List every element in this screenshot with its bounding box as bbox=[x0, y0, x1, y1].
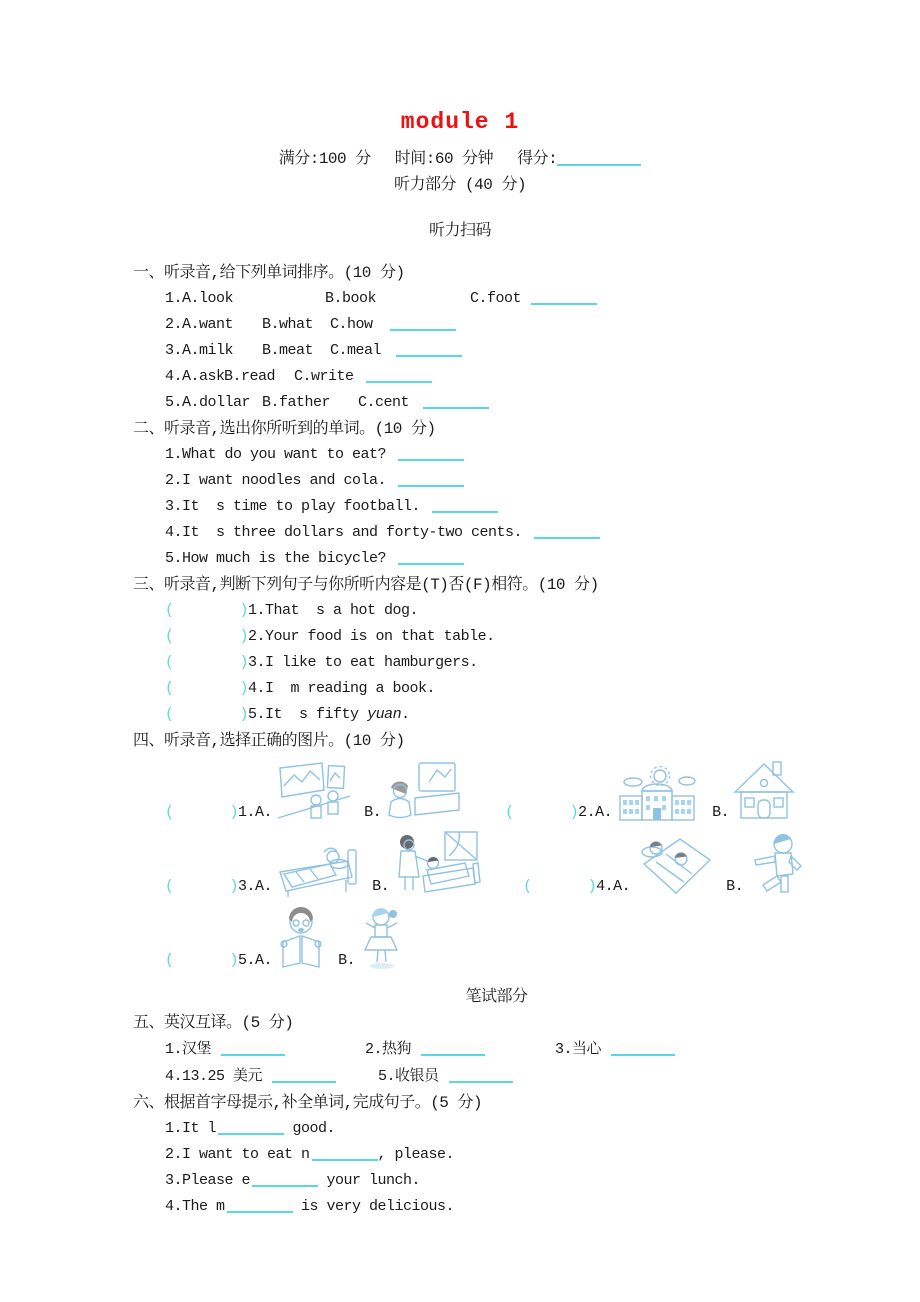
score-label: 得分: bbox=[517, 150, 558, 168]
sentence-row bbox=[165, 468, 860, 494]
answer-blank bbox=[398, 551, 464, 565]
answer-blank bbox=[366, 369, 432, 383]
full-score-label: 满分:100 分 bbox=[278, 150, 371, 168]
picture-children-sleeping-under-blanket bbox=[634, 834, 714, 898]
paren-close: ) bbox=[569, 804, 579, 821]
sentence-text: 1.What do you want to eat? bbox=[165, 446, 387, 463]
word-prefix: 4.The m bbox=[165, 1198, 225, 1215]
translation-label: 2.热狗 bbox=[365, 1041, 412, 1058]
paren-close: ) bbox=[239, 654, 249, 671]
translation-item bbox=[555, 1036, 675, 1063]
picture-choice-group bbox=[165, 760, 463, 824]
picture-girl-dancing bbox=[359, 904, 405, 972]
section-word-sort bbox=[133, 260, 860, 416]
option-a-label: A. bbox=[255, 878, 273, 895]
paren-open: ( bbox=[165, 952, 174, 969]
section-translation bbox=[133, 1010, 860, 1090]
sentence-text: 2.I want noodles and cola. bbox=[165, 472, 387, 489]
option-b-label: B. bbox=[372, 878, 390, 895]
paren-open: ( bbox=[165, 706, 174, 723]
option-b: B.read bbox=[224, 368, 276, 385]
option-b-label: B. bbox=[364, 804, 382, 821]
section-complete-words bbox=[133, 1090, 860, 1220]
tf-sentence: 4.I m reading a book. bbox=[248, 680, 436, 697]
picture-choice-group bbox=[165, 904, 405, 972]
option-a-label: A. bbox=[595, 804, 613, 821]
answer-blank bbox=[398, 447, 464, 461]
answer-blank bbox=[449, 1069, 513, 1083]
picture-row bbox=[133, 830, 860, 898]
sentence-row bbox=[165, 546, 860, 572]
sentence-row bbox=[165, 494, 860, 520]
paren-close: ) bbox=[229, 804, 239, 821]
translation-item bbox=[165, 1036, 365, 1063]
option-b-label: B. bbox=[338, 952, 356, 969]
paren-close: ) bbox=[239, 628, 249, 645]
section-heading: 一、听录音,给下列单词排序。(10 分) bbox=[133, 264, 405, 282]
option-a-label: A. bbox=[255, 804, 273, 821]
answer-blank bbox=[252, 1173, 318, 1187]
option-b-label: B. bbox=[726, 878, 744, 895]
word-sort-row bbox=[165, 390, 860, 416]
translation-label: 3.当心 bbox=[555, 1041, 602, 1058]
complete-word-row bbox=[165, 1168, 860, 1194]
answer-blank bbox=[272, 1069, 336, 1083]
picture-house bbox=[733, 760, 795, 824]
answer-blank bbox=[611, 1042, 675, 1056]
answer-blank bbox=[396, 343, 462, 357]
option-b: B.meat bbox=[262, 342, 314, 359]
word-sort-row bbox=[165, 286, 860, 312]
word-prefix: 3.Please e bbox=[165, 1172, 251, 1189]
translation-item bbox=[378, 1063, 513, 1090]
answer-blank bbox=[534, 525, 600, 539]
meta-line bbox=[0, 146, 920, 172]
sentence-text: 4.It s three dollars and forty-two cents. bbox=[165, 524, 523, 541]
section-heading: 三、听录音,判断下列句子与你所听内容是(T)否(F)相符。(10 分) bbox=[133, 576, 599, 594]
sentence-text: 3.It s time to play football. bbox=[165, 498, 421, 515]
answer-blank bbox=[398, 473, 464, 487]
time-label: 时间:60 分钟 bbox=[394, 150, 494, 168]
word-prefix: 1.It l bbox=[165, 1120, 217, 1137]
paren-open: ( bbox=[165, 628, 174, 645]
paren-close: ) bbox=[239, 706, 249, 723]
sentence-row bbox=[165, 442, 860, 468]
paren-open: ( bbox=[165, 804, 174, 821]
tf-row bbox=[165, 702, 860, 728]
score-blank bbox=[557, 152, 641, 166]
picture-item-number: 3. bbox=[238, 878, 256, 895]
paren-close: ) bbox=[239, 680, 249, 697]
word-prefix: 2.I want to eat n bbox=[165, 1146, 310, 1163]
tf-row bbox=[165, 624, 860, 650]
answer-blank bbox=[227, 1199, 293, 1213]
option-c: C.foot bbox=[470, 290, 522, 307]
answer-blank bbox=[432, 499, 498, 513]
option-c: C.how bbox=[330, 316, 373, 333]
word-suffix: your lunch. bbox=[318, 1172, 421, 1189]
translation-label: 4.13.25 美元 bbox=[165, 1068, 263, 1085]
picture-item-number: 1. bbox=[238, 804, 256, 821]
option-a: 2.A.want bbox=[165, 316, 234, 333]
tf-row bbox=[165, 598, 860, 624]
section-heading: 五、英汉互译。(5 分) bbox=[133, 1014, 294, 1032]
option-c: C.write bbox=[294, 368, 354, 385]
answer-blank bbox=[221, 1042, 285, 1056]
picture-choice-group bbox=[523, 830, 803, 898]
word-sort-row bbox=[165, 312, 860, 338]
picture-kids-viewing-paintings bbox=[276, 760, 352, 824]
translation-item bbox=[165, 1063, 378, 1090]
tf-row bbox=[165, 676, 860, 702]
option-a: 1.A.look bbox=[165, 290, 234, 307]
answer-blank bbox=[218, 1121, 284, 1135]
picture-row bbox=[133, 760, 860, 824]
paren-open: ( bbox=[523, 878, 532, 895]
word-sort-row bbox=[165, 364, 860, 390]
picture-row bbox=[133, 904, 860, 972]
answer-blank bbox=[531, 291, 597, 305]
paren-open: ( bbox=[165, 680, 174, 697]
sentence-text: 5.How much is the bicycle? bbox=[165, 550, 387, 567]
word-sort-row bbox=[165, 338, 860, 364]
written-part-header: 笔试部分 bbox=[465, 988, 528, 1006]
tf-sentence: 3.I like to eat hamburgers. bbox=[248, 654, 478, 671]
picture-mother-waking-child bbox=[393, 830, 481, 898]
translation-row bbox=[165, 1063, 860, 1090]
section-listen-choose-word bbox=[133, 416, 860, 572]
tf-sentence: 2.Your food is on that table. bbox=[248, 628, 495, 645]
paren-close: ) bbox=[587, 878, 597, 895]
section-heading: 六、根据首字母提示,补全单词,完成句子。(5 分) bbox=[133, 1094, 483, 1112]
option-b: B.what bbox=[262, 316, 314, 333]
translation-label: 5.收银员 bbox=[378, 1068, 439, 1085]
word-suffix: , please. bbox=[377, 1146, 455, 1163]
option-c: C.cent bbox=[358, 394, 410, 411]
tf-row bbox=[165, 650, 860, 676]
page-title: module 1 bbox=[400, 109, 520, 135]
picture-item-number: 4. bbox=[596, 878, 614, 895]
option-a: 5.A.dollar bbox=[165, 394, 251, 411]
picture-school-building bbox=[616, 766, 700, 824]
picture-boy-reading-book bbox=[276, 906, 326, 972]
answer-blank bbox=[421, 1042, 485, 1056]
answer-blank bbox=[312, 1147, 378, 1161]
tf-sentence: 1.That s a hot dog. bbox=[248, 602, 419, 619]
option-a-label: A. bbox=[255, 952, 273, 969]
section-picture-choice bbox=[133, 728, 860, 972]
picture-item-number: 5. bbox=[238, 952, 256, 969]
listening-scan-label: 听力扫码 bbox=[428, 222, 491, 240]
option-b: B.father bbox=[262, 394, 331, 411]
translation-row bbox=[165, 1036, 860, 1063]
paren-open: ( bbox=[165, 654, 174, 671]
sentence-period: . bbox=[401, 706, 410, 723]
option-b: B.book bbox=[325, 290, 377, 307]
option-a: 3.A.milk bbox=[165, 342, 234, 359]
picture-choice-group bbox=[505, 760, 795, 824]
picture-boy-exercising bbox=[747, 830, 803, 898]
picture-child-sleeping-in-bed bbox=[276, 842, 360, 898]
option-b-label: B. bbox=[712, 804, 730, 821]
complete-word-row bbox=[165, 1116, 860, 1142]
picture-girl-watching-tv bbox=[385, 760, 463, 824]
complete-word-row bbox=[165, 1194, 860, 1220]
paren-open: ( bbox=[165, 602, 174, 619]
option-a: 4.A.ask bbox=[165, 368, 225, 385]
option-c: C.meal bbox=[330, 342, 382, 359]
word-suffix: good. bbox=[284, 1120, 336, 1137]
answer-blank bbox=[390, 317, 456, 331]
tf-sentence: 5.It s fifty bbox=[248, 706, 368, 723]
paren-close: ) bbox=[229, 952, 239, 969]
answer-blank bbox=[423, 395, 489, 409]
picture-item-number: 2. bbox=[578, 804, 596, 821]
paren-close: ) bbox=[229, 878, 239, 895]
picture-choice-group bbox=[165, 830, 481, 898]
paren-close: ) bbox=[239, 602, 249, 619]
paren-open: ( bbox=[505, 804, 514, 821]
listening-part-header: 听力部分 (40 分) bbox=[393, 176, 527, 194]
section-heading: 二、听录音,选出你所听到的单词。(10 分) bbox=[133, 420, 436, 438]
paren-open: ( bbox=[165, 878, 174, 895]
option-a-label: A. bbox=[613, 878, 631, 895]
section-true-false bbox=[133, 572, 860, 728]
translation-item bbox=[365, 1036, 555, 1063]
translation-label: 1.汉堡 bbox=[165, 1041, 212, 1058]
word-suffix: is very delicious. bbox=[292, 1198, 455, 1215]
complete-word-row bbox=[165, 1142, 860, 1168]
sentence-row bbox=[165, 520, 860, 546]
currency-word: yuan bbox=[367, 706, 402, 723]
section-heading: 四、听录音,选择正确的图片。(10 分) bbox=[133, 732, 405, 750]
